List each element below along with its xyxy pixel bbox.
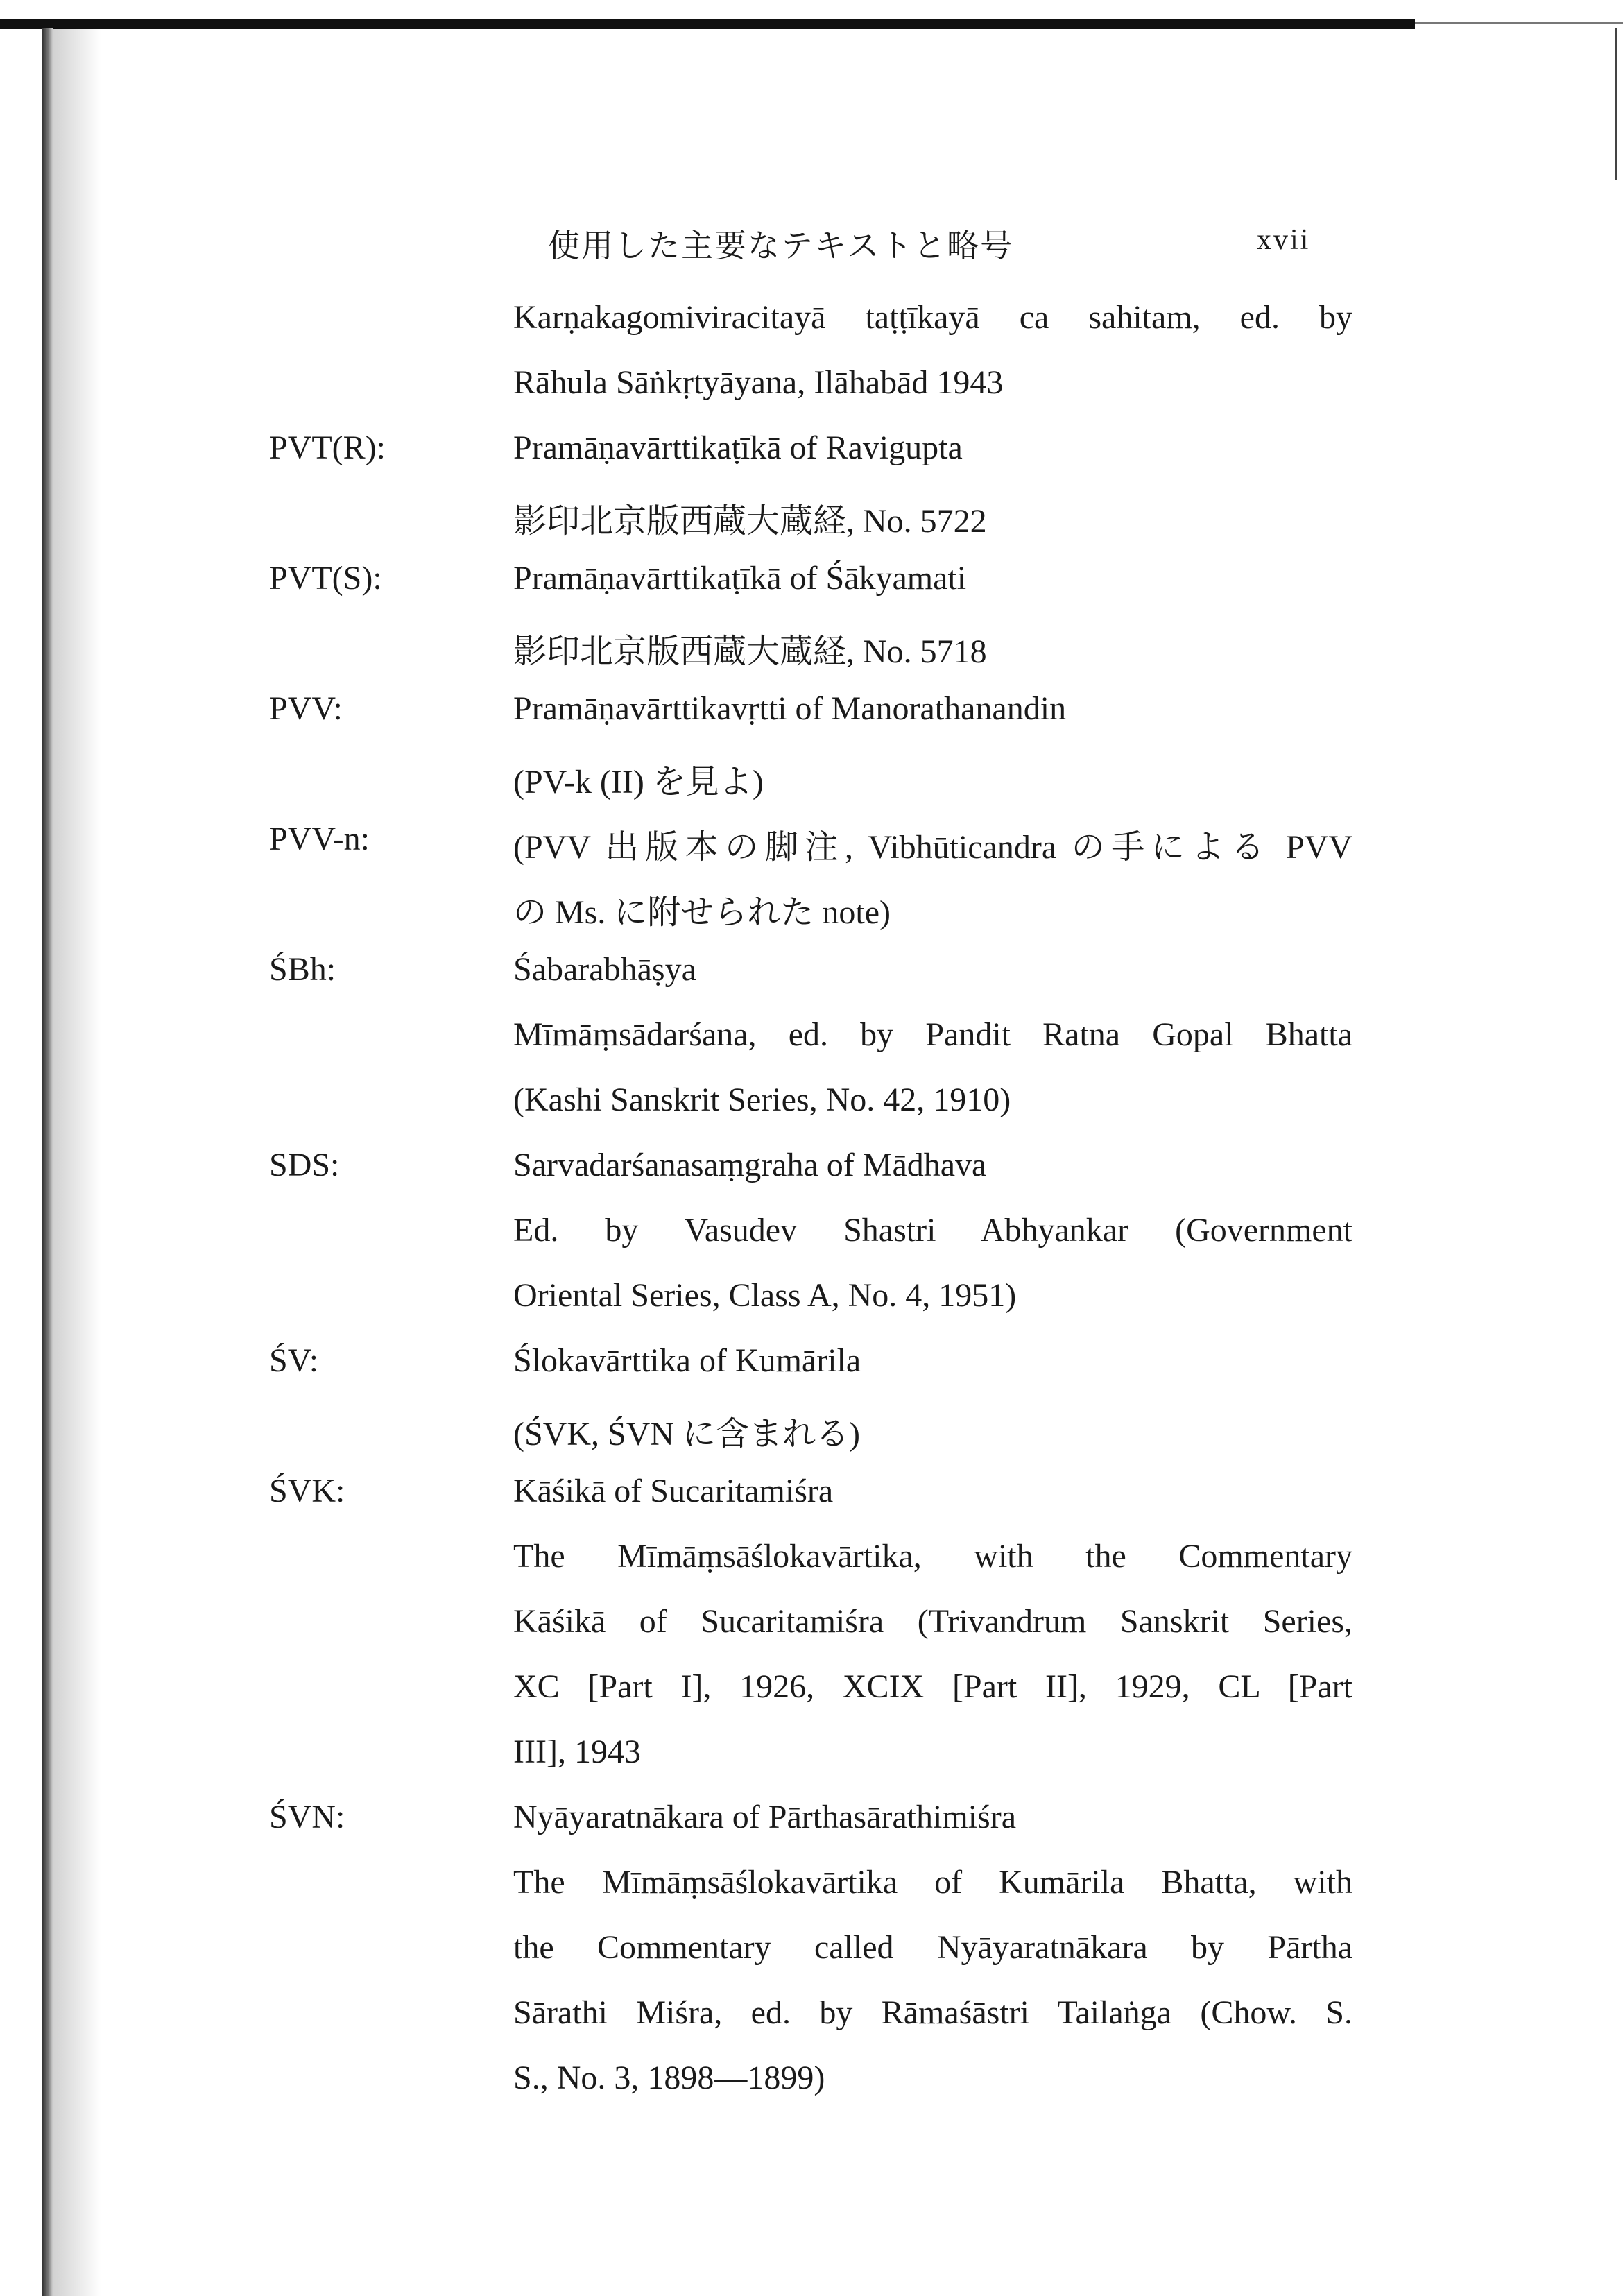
abbreviation-key: PVV-n: (269, 821, 370, 857)
entry-text: (PVV 出版本の脚注, Vibhūticandra の手による PVV (513, 829, 1352, 866)
entry-text: III], 1943 (513, 1733, 641, 1770)
running-title: 使用した主要なテキストと略号 (548, 227, 1014, 264)
list-line (0, 286, 1623, 351)
list-line (0, 416, 1623, 481)
entry-text: 影印北京版西蔵大蔵経, No. 5718 (513, 633, 987, 670)
entry-text: S., No. 3, 1898—1899) (513, 2059, 825, 2096)
right-page-edge (1615, 28, 1617, 180)
entry-text: Rāhula Sāṅkṛtyāyana, Ilāhabād 1943 (513, 364, 1004, 401)
list-line (0, 1655, 1623, 1720)
list-line (0, 677, 1623, 742)
list-line (0, 742, 1623, 807)
abbreviation-key: PVT(R): (269, 429, 386, 466)
list-line (0, 873, 1623, 938)
list-line (0, 612, 1623, 677)
entry-text: (PV-k (II) を見よ) (513, 764, 764, 800)
abbreviation-key: ŚV: (269, 1342, 319, 1379)
entry-text: The Mīmāṃsāślokavārtika, with the Commentary (513, 1538, 1352, 1575)
top-page-edge-thin (1415, 22, 1623, 24)
entry-text: Sarvadarśanasaṃgraha of Mādhava (513, 1147, 987, 1183)
entry-text: Sārathi Miśra, ed. by Rāmaśāstri Tailaṅga (Chow. S. (513, 1994, 1352, 2031)
entry-text: Oriental Series, Class A, No. 4, 1951) (513, 1277, 1017, 1314)
list-line (0, 1459, 1623, 1525)
entry-text: (ŚVK, ŚVN に含まれる) (513, 1416, 861, 1453)
list-line (0, 351, 1623, 416)
list-line (0, 1916, 1623, 1981)
abbreviation-key: ŚVN: (269, 1799, 345, 1835)
top-page-edge (0, 19, 1415, 29)
abbreviation-key: PVV: (269, 690, 343, 727)
list-line (0, 1003, 1623, 1068)
abbreviation-key: PVT(S): (269, 560, 382, 597)
list-line (0, 1590, 1623, 1655)
list-line (0, 481, 1623, 547)
list-line (0, 1851, 1623, 1916)
list-line (0, 1525, 1623, 1590)
list-line (0, 547, 1623, 612)
entry-text: Ed. by Vasudev Shastri Abhyankar (Government (513, 1212, 1352, 1249)
entry-text: Mīmāṃsādarśana, ed. by Pandit Ratna Gopal Bhatta (513, 1016, 1352, 1053)
page-number: xvii (1257, 224, 1311, 256)
entry-text: (Kashi Sanskrit Series, No. 42, 1910) (513, 1081, 1011, 1118)
entry-text: XC [Part I], 1926, XCIX [Part II], 1929, CL [Part (513, 1668, 1352, 1705)
abbreviation-list (0, 286, 1623, 2111)
entry-text: The Mīmāṃsāślokavārtika of Kumārila Bhatta, with (513, 1864, 1352, 1901)
entry-text: Pramāṇavārttikaṭīkā of Śākyamati (513, 560, 967, 597)
entry-text: Ślokavārttika of Kumārila (513, 1342, 861, 1379)
entry-text: Kāśikā of Sucaritamiśra (513, 1473, 834, 1509)
list-line (0, 1981, 1623, 2046)
list-line (0, 2046, 1623, 2111)
entry-text: 影印北京版西蔵大蔵経, No. 5722 (513, 503, 987, 540)
list-line (0, 1133, 1623, 1199)
list-line (0, 1394, 1623, 1459)
abbreviation-key: SDS: (269, 1147, 340, 1183)
list-line (0, 1720, 1623, 1785)
abbreviation-key: ŚVK: (269, 1473, 345, 1509)
list-line (0, 1785, 1623, 1851)
entry-text: Karṇakagomiviracitayā taṭṭīkayā ca sahitam, ed. by (513, 299, 1352, 336)
entry-text: Kāśikā of Sucaritamiśra (Trivandrum Sanskrit Series, (513, 1603, 1352, 1640)
entry-text: Nyāyaratnākara of Pārthasārathimiśra (513, 1799, 1016, 1835)
list-line (0, 1068, 1623, 1133)
abbreviation-key: ŚBh: (269, 951, 336, 988)
list-line (0, 1329, 1623, 1394)
list-line (0, 1199, 1623, 1264)
entry-text: の Ms. に附せられた note) (513, 894, 891, 931)
list-line (0, 938, 1623, 1003)
list-line (0, 1264, 1623, 1329)
list-line (0, 807, 1623, 873)
entry-text: Pramāṇavārttikavṛtti of Manorathanandin (513, 690, 1067, 727)
entry-text: the Commentary called Nyāyaratnākara by Pārtha (513, 1929, 1352, 1966)
entry-text: Pramāṇavārttikaṭīkā of Ravigupta (513, 429, 963, 466)
entry-text: Śabarabhāṣya (513, 951, 696, 988)
